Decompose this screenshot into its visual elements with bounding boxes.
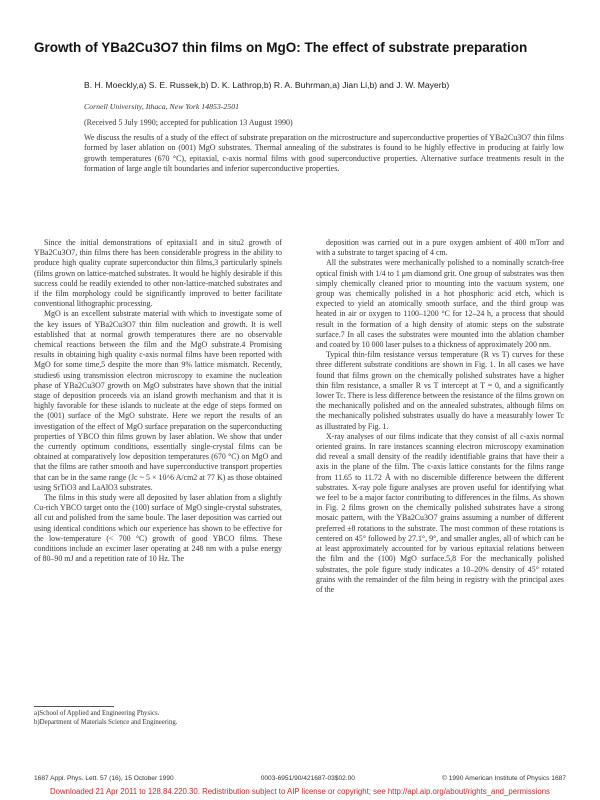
paragraph: deposition was carried out in a pure oxygen ambient of 400 mTorr and with a substrate to target spacing of 4 cm.	[316, 238, 564, 258]
paper-title: Growth of YBa2Cu3O7 thin films on MgO: The effect of substrate preparation	[34, 40, 528, 55]
paragraph: X-ray analyses of our films indicate that they consist of all c-axis normal oriented grains. In rare instances scanning electron microscopy examination did reveal a small density of the readily identifiable grains that have their a axis in the plane of the film. The c-axis lattice constants for the films range from 11.65 to 11.72 Å with no discernible difference between the different substrates. X-ray pole figure analyses are proven useful for identifying what we feel to be a major factor contributing to differences in the films. As shown in Fig. 2 films grown on the chemically polished substrates have a strong mosaic pattern, with the YBa2Cu3O7 grains assuming a number of different preferred ±θ rotations to the substrate. The most common of these rotations is centered on 45° followed by 27.1°, 9°, and smaller angles, all of which can be at least approximately accounted for by various epitaxial relations between the film and the (100) MgO surface.5,8 For the mechanically polished substrates, the pole figure study indicates a 10–20% density of 45° rotated grains with the remainder of the film being in registry with the principal axes of the	[316, 431, 564, 594]
download-notice: Downloaded 21 Apr 2011 to 128.84.220.30. Redistribution subject to AIP license or copyright; see http://apl.aip.org/about/rights_and_permissions	[50, 787, 550, 796]
paragraph: MgO is an excellent substrate material with which to investigate some of the key issues of YBa2Cu3O7 thin film nucleation and growth. It is well established that at normal growth temperatures there are no observable chemical reactions between the film and the MgO substrate.4 Promising results in obtaining high quality c-axis normal films have been reported with MgO for some time,5 despite the more than 9% lattice mismatch. Recently, studies6 using transmission electron microscopy to examine the nucleation phase of YBa2Cu3O7 growth on MgO substrates have shown that the initial stage of deposition proceeds via an island growth mechanism and that it is highly favorable for these islands to nucleate at the edge of steps formed on the (001) surface of the MgO substrate. Here we report the results of an investigation of the effect of MgO surface preparation on the superconducting properties of YBCO thin films grown by laser ablation. We show that under the currently optimum conditions, essentially single-crystal films can be obtained at comparatively low deposition temperatures (670 °C) on MgO and that the films are rather smooth and have superconductive transport properties that can be in the same range (Jc ~ 5 × 10^6 A/cm2 at 77 K) as those obtained using SrTiO3 and LaAlO3 substrates.	[34, 309, 282, 492]
paragraph: All the substrates were mechanically polished to a nominally scratch-free optical finish with 1/4 to 1 μm diamond grit. One group of substrates was then simply chemically cleaned prior to mounting into the vacuum system, one group was chemically polished in a hot phosphoric acid etch, which is expected to yield an atomically smooth surface, and the third group was heated in air or oxygen to 1100–1200 °C for 12–24 h, a process that should result in the formation of a high density of atomic steps on the substrate surface.7 In all cases the substrates were mounted into the ablation chamber and coated by 10 000 laser pulses to a thickness of approximately 200 nm.	[316, 258, 564, 350]
footnote: b)Department of Materials Science and Engineering.	[34, 718, 178, 726]
paragraph: The films in this study were all deposited by laser ablation from a slightly Cu-rich YBCO target onto the (100) surface of MgO single-crystal substrates, all cut and polished from the same boule. The laser deposition was carried out using identical conditions which our experience has shown to be effective for the low-temperature (< 700 °C) growth of good YBCO films. These conditions include an excimer laser operating at 248 nm with a pulse energy of 80–90 mJ and a repetition rate of 10 Hz. The	[34, 493, 282, 564]
paragraph: Since the initial demonstrations of epitaxial1 and in situ2 growth of YBa2Cu3O7, thin films there has been considerable progress in the ability to produce high quality cuprate superconductor thin films,3 particularly spinels (films grown on lattice-matched substrates. It would be highly desirable if this success could be readily extended to other non-lattice-matched substrates and if the film morphology could be significantly improved to better facilitate conventional lithographic processing.	[34, 238, 282, 309]
body-column-left	[34, 238, 282, 696]
abstract	[84, 133, 564, 174]
page-footer	[34, 775, 566, 782]
footer-code: 0003-6951/90/421687-03$02.00	[260, 775, 355, 782]
body-column-right	[316, 238, 564, 768]
footnote: a)School of Applied and Engineering Physics.	[34, 710, 160, 717]
footer-copyright: © 1990 American Institute of Physics 1687	[442, 775, 566, 782]
author-list: B. H. Moeckly,a) S. E. Russek,b) D. K. Lathrop,b) R. A. Buhrman,a) Jian Li,b) and J. W. Mayerb)	[84, 80, 450, 90]
footnote-divider	[34, 706, 114, 707]
footer-journal: 1687 Appl. Phys. Lett. 57 (16), 15 October 1990	[34, 775, 174, 782]
paragraph: Typical thin-film resistance versus temperature (R vs T) curves for these three different substrate conditions are shown in Fig. 1. In all cases we have found that films grown on the chemically polished substrates have a higher thin film resistance, a smaller R vs T intercept at T = 0, and a significantly lower Tc. There is less difference between the resistance of the films grown on the mechanically polished and on the annealed substrates, although films on the mechanically polished substrates usually do have a measurably lower Tc as illustrated by Fig. 1.	[316, 350, 564, 431]
affiliation: Cornell University, Ithaca, New York 14853-2501	[84, 102, 239, 111]
abstract-text: We discuss the results of a study of the effect of substrate preparation on the microstructure and superconductive properties of YBa2Cu3O7 thin films formed by laser ablation on (001) MgO substrates. Thermal annealing of the substrates is found to be highly effective in producing at fairly low growth temperatures (670 °C), epitaxial, c-axis normal films with good superconductive properties. Alternative surface treatments result in the formation of large angle tilt boundaries and inferior superconductive properties.	[84, 133, 564, 173]
footnotes	[34, 710, 284, 727]
received-dates: (Received 5 July 1990; accepted for publication 13 August 1990)	[84, 118, 293, 127]
